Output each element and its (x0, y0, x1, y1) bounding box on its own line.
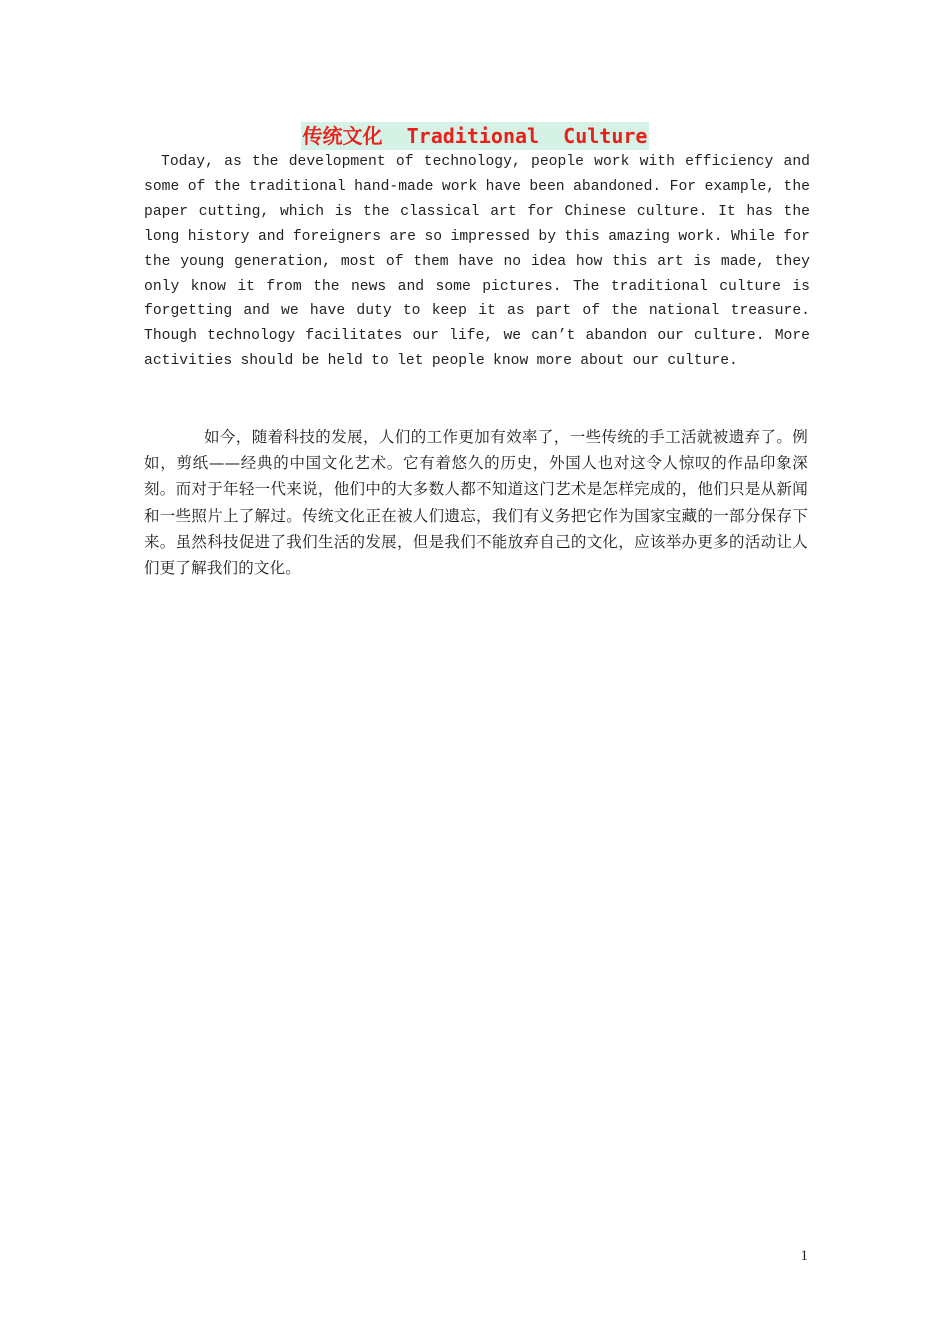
document-title: 传统文化 Traditional Culture (302, 124, 648, 148)
english-paragraph: Today, as the development of technology, people work with efficiency and some of the traditional hand-made work have been abandoned. For example, the paper cutting, which is the classical art for Chinese culture. It has the long history and foreigners are so impressed by this amazing work. While for the young generation, most of them have no idea how this art is made, they only know it from the news and some pictures. The traditional culture is forgetting and we have duty to keep it as part of the national treasure. Though technology facilitates our life, we can’t abandon our culture. More activities should be held to let people know more about our culture. (144, 154, 810, 370)
chinese-paragraph: 如今，随着科技的发展，人们的工作更加有效率了，一些传统的手工活就被遗弃了。例如，剪纸——经典的中国文化艺术。它有着悠久的历史，外国人也对这令人惊叹的作品印象深刻。而对于年轻一代来说，他们中的大多数人都不知道这门艺术是怎样完成的，他们只是从新闻和一些照片上了解过。传统文化正在被人们遗忘，我们有义务把它作为国家宝藏的一部分保存下来。虽然科技促进了我们生活的发展，但是我们不能放弃自己的文化，应该举办更多的活动让人们更了解我们的文化。 (144, 428, 808, 578)
title-container (0, 122, 950, 150)
page-number: 1 (800, 1248, 808, 1264)
